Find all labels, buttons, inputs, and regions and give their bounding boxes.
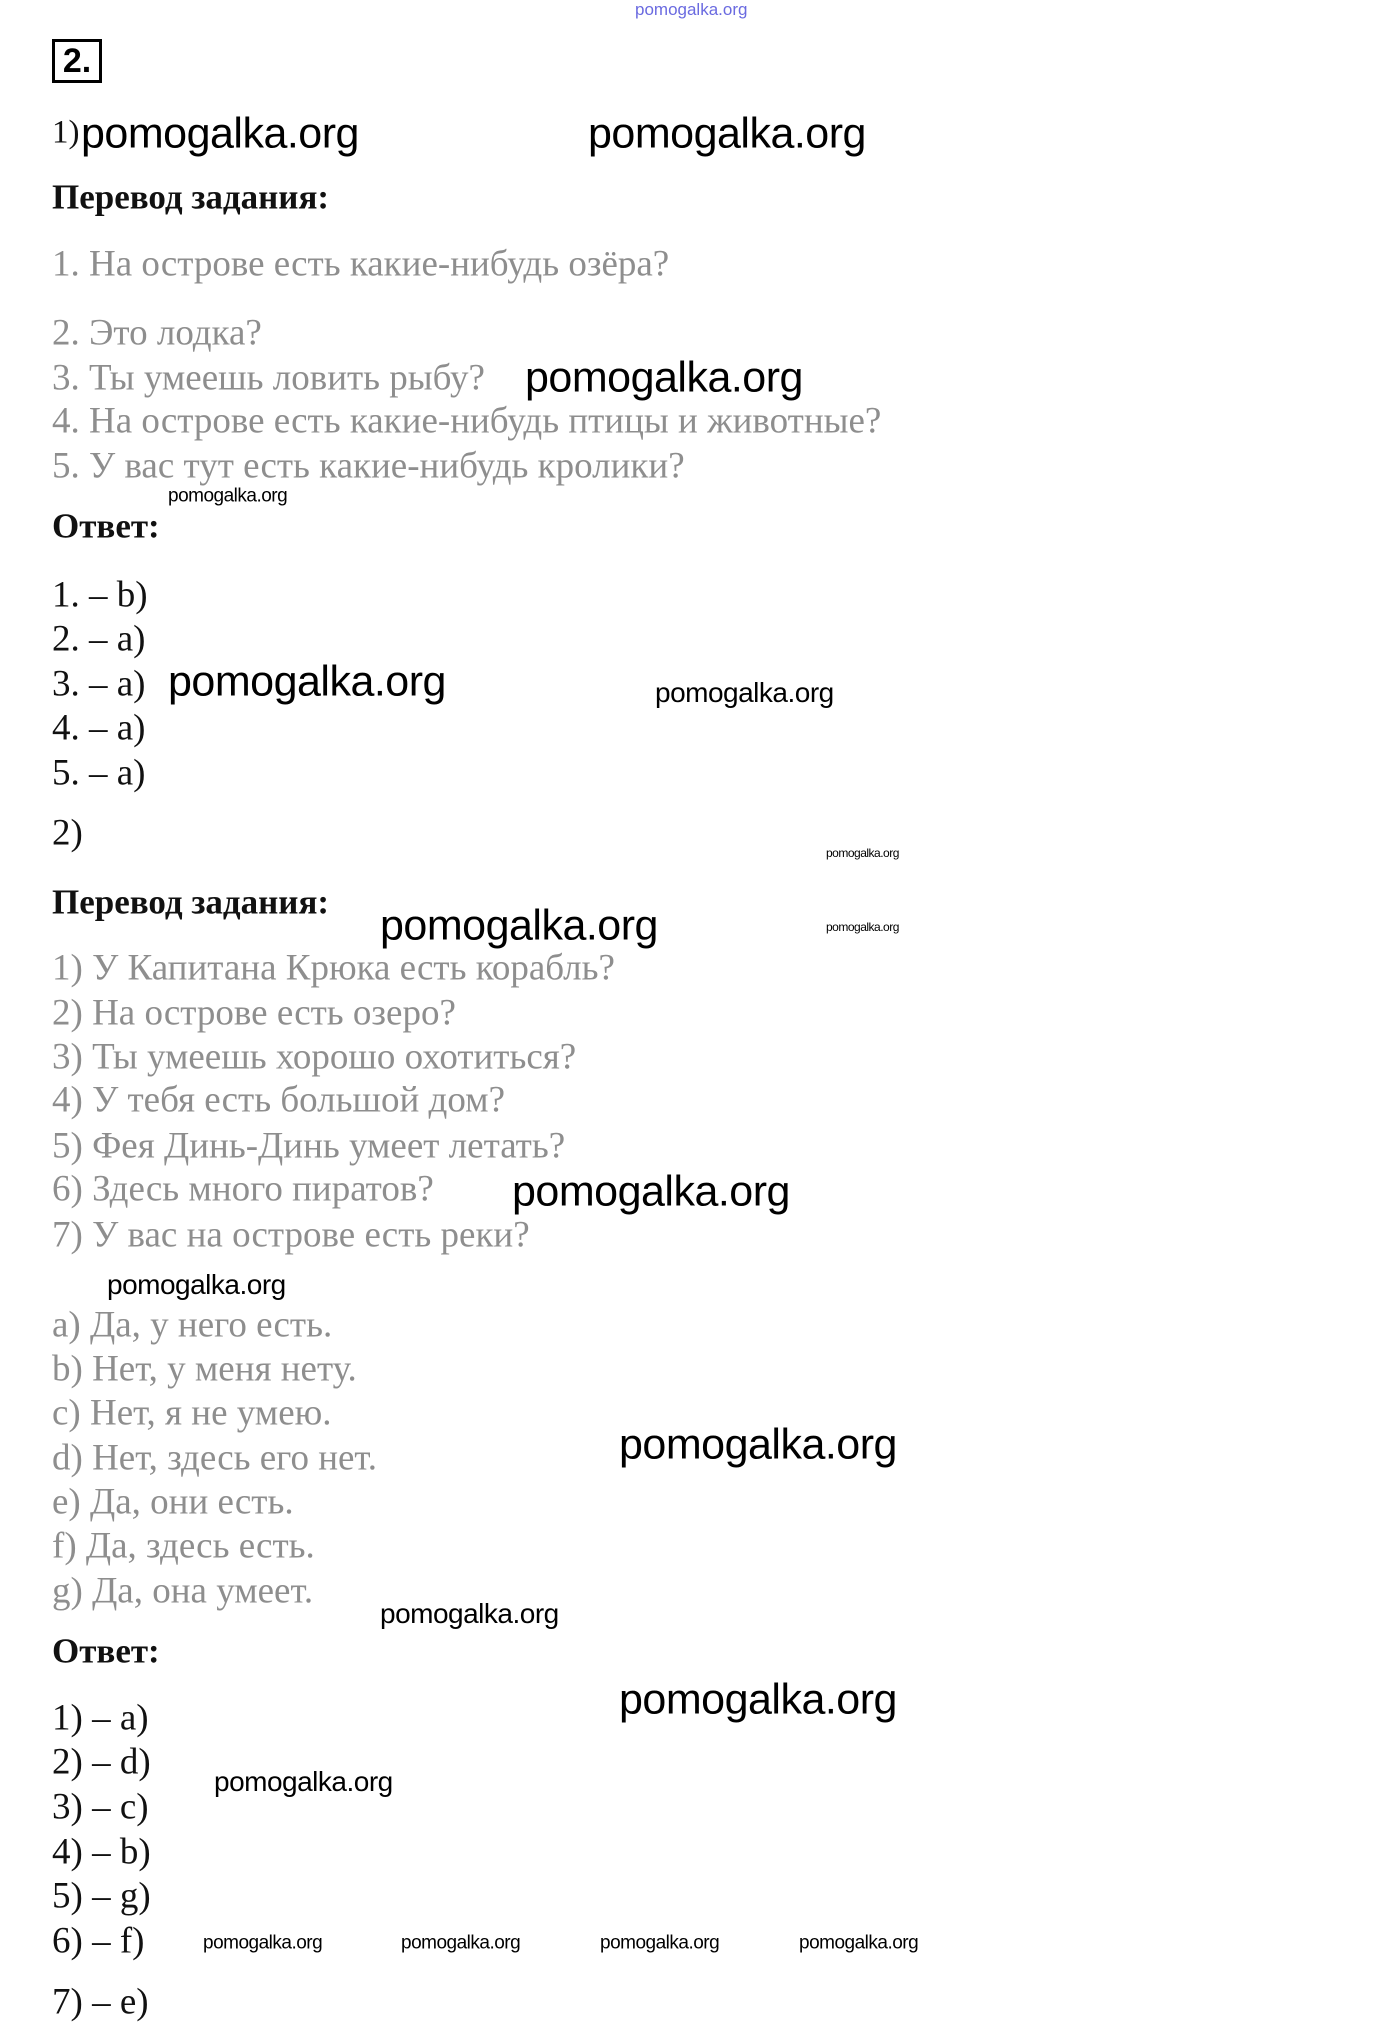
part2-answer: 2) – d) (52, 1741, 151, 1783)
watermark: pomogalka.org (826, 846, 899, 860)
part2-answer: 1) – a) (52, 1697, 149, 1739)
part1-answer-heading: Ответ: (52, 506, 160, 546)
part2-answer: 7) – e) (52, 1981, 149, 2023)
part1-answer: 2. – a) (52, 618, 146, 660)
part1-question: 3. Ты умеешь ловить рыбу? (52, 357, 485, 399)
task-number-box: 2. (52, 39, 102, 83)
watermark: pomogalka.org (380, 1598, 559, 1629)
watermark: pomogalka.org (619, 1675, 897, 1724)
part1-answer: 5. – a) (52, 752, 146, 794)
watermark: pomogalka.org (168, 485, 288, 507)
part2-answer: 6) – f) (52, 1920, 145, 1962)
part1-answer: 1. – b) (52, 574, 148, 616)
watermark: pomogalka.org (214, 1766, 393, 1797)
part2-option: f) Да, здесь есть. (52, 1525, 315, 1567)
watermark: pomogalka.org (203, 1932, 323, 1954)
part2-option: b) Нет, у меня нету. (52, 1348, 357, 1390)
part2-answer-heading: Ответ: (52, 1631, 160, 1671)
watermark: pomogalka.org (799, 1932, 919, 1954)
part1-label: 1) (52, 114, 80, 151)
part2-option: a) Да, у него есть. (52, 1304, 333, 1346)
watermark: pomogalka.org (525, 353, 803, 402)
part1-heading: Перевод задания: (52, 177, 330, 217)
watermark: pomogalka.org (81, 109, 359, 158)
watermark: pomogalka.org (380, 901, 658, 950)
watermark: pomogalka.org (107, 1269, 286, 1300)
watermark: pomogalka.org (826, 920, 899, 934)
part1-question: 1. На острове есть какие-нибудь озёра? (52, 243, 670, 285)
top-watermark: pomogalka.org (635, 0, 748, 19)
part2-label: 2) (52, 812, 83, 854)
part2-question: 7) У вас на острове есть реки? (52, 1214, 530, 1256)
watermark: pomogalka.org (168, 657, 446, 706)
watermark: pomogalka.org (401, 1932, 521, 1954)
part1-question: 4. На острове есть какие-нибудь птицы и животные? (52, 400, 882, 442)
watermark: pomogalka.org (588, 109, 866, 158)
part2-answer: 5) – g) (52, 1875, 151, 1917)
watermark: pomogalka.org (655, 677, 834, 708)
part2-option: d) Нет, здесь его нет. (52, 1437, 378, 1479)
watermark: pomogalka.org (512, 1167, 790, 1216)
part2-question: 4) У тебя есть большой дом? (52, 1079, 506, 1121)
part1-question: 5. У вас тут есть какие-нибудь кролики? (52, 445, 685, 487)
part2-heading: Перевод задания: (52, 882, 330, 922)
part2-question: 1) У Капитана Крюка есть корабль? (52, 947, 615, 989)
part2-answer: 3) – c) (52, 1786, 149, 1828)
watermark: pomogalka.org (619, 1420, 897, 1469)
part2-question: 2) На острове есть озеро? (52, 992, 456, 1034)
part1-question: 2. Это лодка? (52, 312, 262, 354)
part2-question: 6) Здесь много пиратов? (52, 1168, 434, 1210)
part1-answer: 3. – a) (52, 663, 146, 705)
part2-option: e) Да, они есть. (52, 1481, 294, 1523)
part2-option: c) Нет, я не умею. (52, 1392, 332, 1434)
part2-answer: 4) – b) (52, 1831, 151, 1873)
part1-answer: 4. – a) (52, 707, 146, 749)
part2-option: g) Да, она умеет. (52, 1570, 314, 1612)
part2-question: 3) Ты умеешь хорошо охотиться? (52, 1036, 577, 1078)
watermark: pomogalka.org (600, 1932, 720, 1954)
part2-question: 5) Фея Динь-Динь умеет летать? (52, 1125, 566, 1167)
